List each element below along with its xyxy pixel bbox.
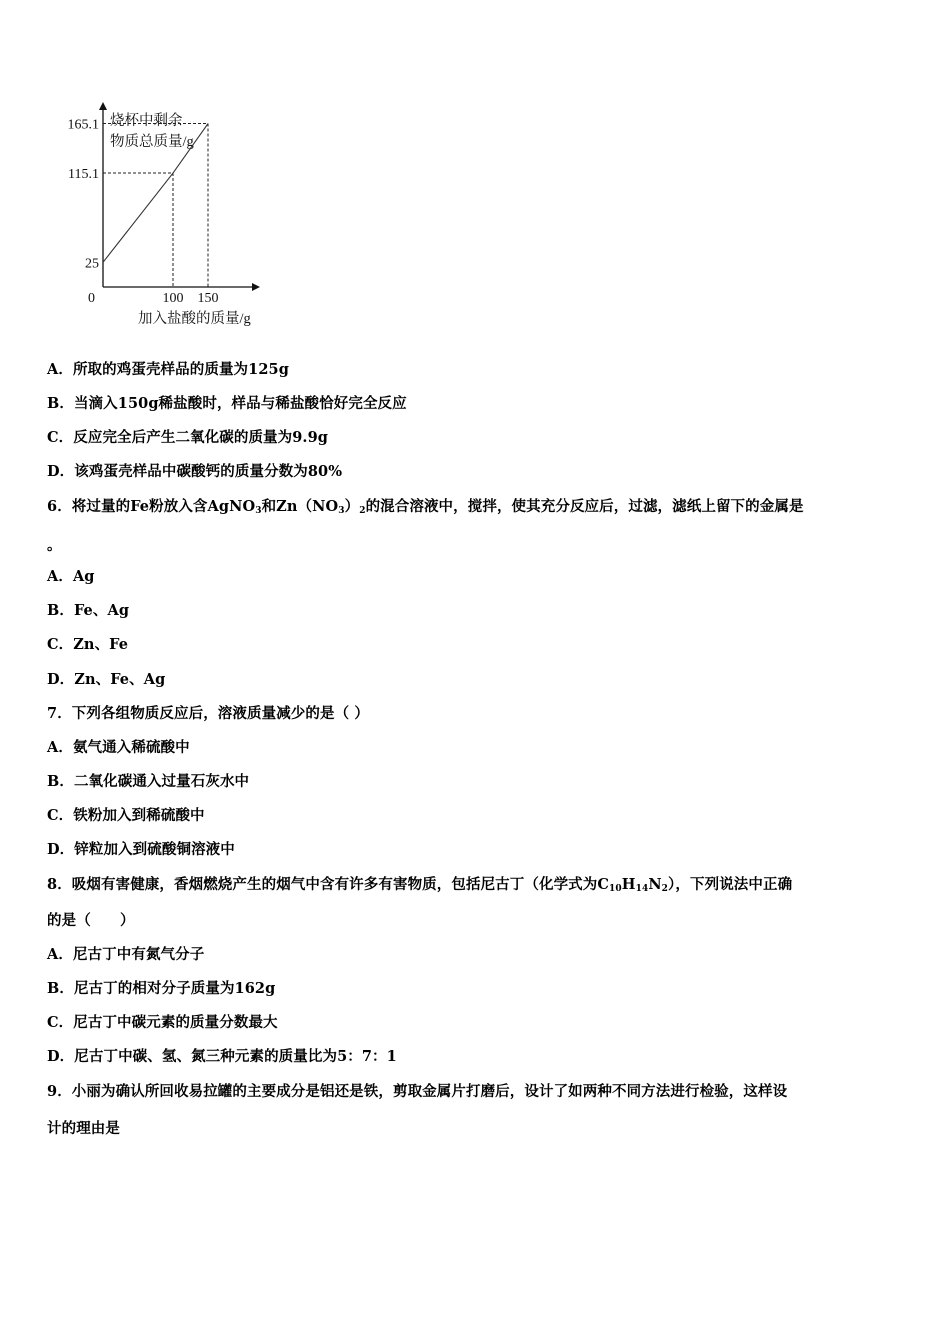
q8-stem-part2: H bbox=[621, 876, 636, 893]
q6-stem-sub1: 3 bbox=[255, 506, 262, 516]
q5-option-d: D．该鸡蛋壳样品中碳酸钙的质量分数为80% bbox=[47, 463, 343, 480]
y-tick-label-165.1: 165.1 bbox=[67, 117, 99, 133]
y-axis-label-line2: 物质总质量/g bbox=[110, 134, 194, 150]
mass-vs-acid-chart bbox=[67, 100, 282, 340]
y-tick-label-25: 25 bbox=[85, 256, 99, 272]
q8-stem-part4: ），下列说法中正确 bbox=[668, 876, 793, 893]
q6-stem-part3: ） bbox=[344, 498, 360, 515]
q8-stem-sub1: 10 bbox=[609, 884, 622, 894]
y-tick-label-115.1: 115.1 bbox=[68, 167, 99, 183]
q8-stem-part1: 8．吸烟有害健康，香烟燃烧产生的烟气中含有许多有害物质，包括尼古丁（化学式为C bbox=[47, 876, 610, 893]
q6-option-d: D．Zn、Fe、Ag bbox=[47, 671, 166, 688]
q7-option-d: D．锌粒加入到硫酸铜溶液中 bbox=[47, 841, 235, 858]
q6-stem bbox=[47, 497, 804, 521]
q7-stem: 7．下列各组物质反应后，溶液质量减少的是（ ） bbox=[47, 705, 369, 722]
q7-option-c: C．铁粉加入到稀硫酸中 bbox=[47, 807, 205, 824]
x-axis-label: 加入盐酸的质量/g bbox=[138, 311, 251, 327]
q8-stem-sub2: 14 bbox=[635, 884, 649, 894]
q8-stem bbox=[47, 875, 792, 899]
q6-option-b: B．Fe、Ag bbox=[47, 602, 130, 619]
q9-stem-line2: 计的理由是 bbox=[47, 1120, 120, 1137]
q5-option-a: A．所取的鸡蛋壳样品的质量为125g bbox=[47, 361, 289, 378]
x-tick-label-100: 100 bbox=[162, 291, 184, 306]
q5-option-c: C．反应完全后产生二氧化碳的质量为9.9g bbox=[47, 429, 329, 446]
q6-stem-sub3: 2 bbox=[359, 506, 366, 516]
q7-option-a: A．氨气通入稀硫酸中 bbox=[47, 739, 190, 756]
q8-option-a: A．尼古丁中有氮气分子 bbox=[47, 946, 205, 963]
q6-option-a: A．Ag bbox=[47, 568, 95, 585]
y-axis-label-line1: 烧杯中剩余 bbox=[110, 113, 183, 129]
q9-stem-line1: 9．小丽为确认所回收易拉罐的主要成分是铝还是铁，剪取金属片打磨后，设计了如两种不同方法进行检验，这样设 bbox=[47, 1083, 788, 1100]
q6-stem-part4: 的混合溶液中，搅拌，使其充分反应后，过滤，滤纸上留下的金属是 bbox=[365, 498, 804, 515]
q8-option-b: B．尼古丁的相对分子质量为162g bbox=[47, 980, 276, 997]
q6-stem-sub2: 3 bbox=[338, 506, 345, 516]
q6-option-c: C．Zn、Fe bbox=[47, 636, 129, 653]
q6-stem-end: 。 bbox=[47, 537, 62, 554]
q8-stem-sub3: 2 bbox=[661, 884, 669, 894]
x-tick-label-150: 150 bbox=[197, 291, 219, 306]
x-tick-label-0: 0 bbox=[88, 291, 95, 306]
q6-stem-part2: 和Zn（NO bbox=[261, 498, 339, 515]
q8-option-d: D．尼古丁中碳、氢、氮三种元素的质量比为5：7：1 bbox=[47, 1048, 397, 1065]
q8-stem-line2: 的是（ ） bbox=[47, 912, 135, 929]
q8-stem-part3: N bbox=[648, 876, 662, 893]
q6-stem-part1: 6．将过量的Fe粉放入含AgNO bbox=[47, 498, 256, 515]
q8-option-c: C．尼古丁中碳元素的质量分数最大 bbox=[47, 1014, 278, 1031]
q5-option-b: B．当滴入150g稀盐酸时，样品与稀盐酸恰好完全反应 bbox=[47, 395, 407, 412]
q7-option-b: B．二氧化碳通入过量石灰水中 bbox=[47, 773, 250, 790]
